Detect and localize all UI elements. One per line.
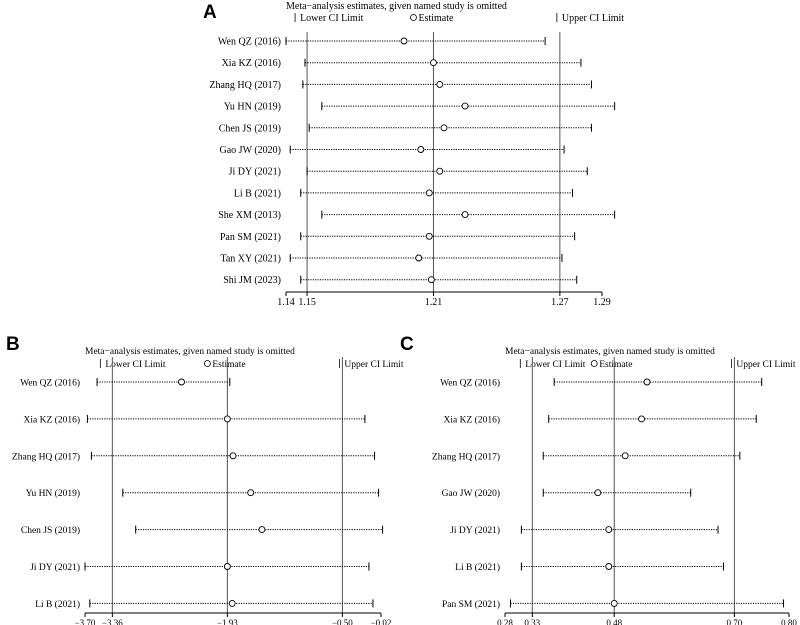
panel-c-legend-lower-label: Lower CI Limit — [525, 360, 586, 370]
panel-b-study-label: Chen JS (2019) — [20, 526, 80, 537]
panel-a-study-label: Shi JM (2023) — [223, 275, 281, 287]
panel-a-study-label: She XM (2013) — [218, 210, 281, 222]
panel-label-a: A — [203, 2, 217, 23]
panel-a-study-label: Xia KZ (2016) — [221, 58, 281, 70]
panel-a-tick-label: 1.29 — [593, 297, 611, 308]
panel-a-estimate-point — [437, 81, 443, 87]
panel-a-estimate-point — [416, 255, 422, 261]
panel-c — [400, 334, 797, 625]
panel-a-estimate-point — [430, 60, 436, 66]
panel-c-legend-estimate-marker — [591, 361, 597, 367]
panel-b-study-label: Yu HN (2019) — [25, 489, 80, 500]
panel-b-estimate-point — [179, 379, 185, 385]
panel-c-tick-label: 0.70 — [726, 618, 743, 625]
panel-c-tick-label: 0.48 — [606, 618, 623, 625]
panel-c-estimate-point — [644, 379, 650, 385]
panel-c-study-label: Ji DY (2021) — [450, 526, 500, 537]
panel-c-tick-label: 0.80 — [781, 618, 797, 625]
panel-b-legend-estimate-label: Estimate — [212, 360, 246, 370]
panel-a-legend-lower-label: Lower CI Limit — [300, 13, 364, 24]
panel-a-study-label: Yu HN (2019) — [223, 101, 281, 113]
panel-c-estimate-point — [595, 490, 601, 496]
panel-c-estimate-point — [606, 527, 612, 533]
panel-b — [6, 334, 404, 625]
panel-a — [203, 1, 624, 308]
panel-a-estimate-point — [426, 190, 432, 196]
panel-a-estimate-point — [418, 147, 424, 153]
panel-b-study-label: Li B (2021) — [35, 599, 80, 610]
panel-b-title: Meta−analysis estimates, given named study is omitted — [85, 347, 295, 357]
panel-label-c: C — [400, 334, 414, 355]
panel-a-estimate-point — [462, 212, 468, 218]
panel-c-estimate-point — [606, 564, 612, 570]
panel-c-study-label: Zhang HQ (2017) — [431, 452, 500, 463]
panel-a-legend-estimate-marker — [410, 15, 416, 21]
panel-b-estimate-point — [259, 527, 265, 533]
panel-c-study-label: Pan SM (2021) — [441, 599, 500, 610]
panel-a-estimate-point — [441, 125, 447, 131]
panel-a-estimate-point — [401, 38, 407, 44]
panel-b-study-label: Xia KZ (2016) — [23, 415, 80, 426]
panel-a-study-label: Gao JW (2020) — [219, 145, 281, 156]
panel-c-study-label: Xia KZ (2016) — [443, 415, 500, 426]
panel-a-study-label: Zhang HQ (2017) — [209, 79, 281, 91]
panel-c-tick-label: 0.28 — [497, 618, 513, 625]
panel-b-tick-label: −3.36 — [101, 618, 123, 625]
panel-c-study-label: Li B (2021) — [455, 563, 500, 573]
panel-a-estimate-point — [428, 277, 434, 283]
panel-b-legend-upper-label: Upper CI Limit — [344, 360, 404, 370]
panel-a-tick-label: 1.21 — [424, 297, 443, 308]
panel-a-legend-estimate-label: Estimate — [418, 13, 454, 24]
panel-c-title: Meta−analysis estimates, given named study is omitted — [505, 347, 715, 357]
panel-a-tick-label: 1.15 — [298, 297, 316, 308]
panel-a-estimate-point — [426, 233, 432, 239]
panel-a-study-label: Chen JS (2019) — [218, 123, 281, 135]
panel-c-estimate-point — [639, 416, 645, 422]
panel-b-estimate-point — [229, 600, 235, 606]
panel-a-study-label: Tan XY (2021) — [220, 253, 281, 265]
panel-a-legend-upper-label: Upper CI Limit — [561, 13, 625, 24]
panel-b-estimate-point — [248, 490, 254, 496]
panel-b-estimate-point — [224, 564, 230, 570]
panel-a-estimate-point — [437, 168, 443, 174]
panel-a-tick-label: 1.14 — [277, 297, 295, 308]
panel-b-legend-lower-label: Lower CI Limit — [105, 360, 166, 370]
panel-a-study-label: Ji DY (2021) — [228, 166, 281, 178]
panel-a-estimate-point — [462, 103, 468, 109]
panel-a-study-label: Li B (2021) — [233, 188, 281, 200]
panel-a-title: Meta−analysis estimates, given named study is omitted — [286, 1, 507, 12]
panel-b-study-label: Zhang HQ (2017) — [11, 452, 80, 463]
panel-b-tick-label: −3.70 — [74, 618, 96, 625]
panel-c-legend-upper-label: Upper CI Limit — [736, 360, 796, 370]
panel-b-tick-label: −1.93 — [216, 618, 238, 625]
panel-b-estimate-point — [230, 453, 236, 459]
panel-c-estimate-point — [611, 600, 617, 606]
panel-b-estimate-point — [224, 416, 230, 422]
panel-c-study-label: Wen QZ (2016) — [440, 378, 500, 389]
panel-label-b: B — [6, 334, 20, 355]
panel-b-tick-label: −0.50 — [331, 618, 353, 625]
panel-c-study-label: Gao JW (2020) — [441, 489, 500, 500]
panel-b-legend-estimate-marker — [204, 361, 210, 367]
panel-b-tick-label: −0.02 — [370, 618, 392, 625]
panel-b-study-label: Wen QZ (2016) — [20, 378, 80, 389]
panel-c-tick-label: 0.33 — [524, 618, 541, 625]
panel-a-study-label: Pan SM (2021) — [219, 231, 281, 243]
panel-c-legend-estimate-label: Estimate — [599, 360, 633, 370]
panel-c-estimate-point — [622, 453, 628, 459]
panel-a-tick-label: 1.27 — [551, 297, 569, 308]
panel-b-study-label: Ji DY (2021) — [30, 563, 80, 573]
panel-a-study-label: Wen QZ (2016) — [217, 36, 281, 48]
